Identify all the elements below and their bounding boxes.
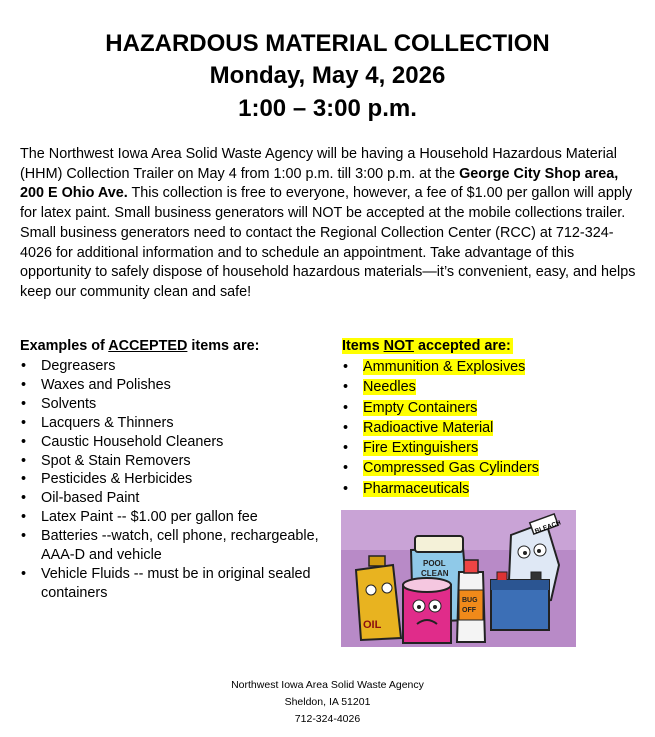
- battery-icon: [491, 572, 549, 630]
- accepted-heading: Examples of ACCEPTED items are:: [20, 338, 260, 354]
- svg-text:POOL: POOL: [423, 559, 446, 568]
- list-item: • Empty Containers: [342, 398, 642, 418]
- list-item: • Vehicle Fluids -- must be in original sealed containers: [20, 565, 320, 603]
- oil-can-icon: [356, 556, 401, 640]
- not-accepted-section: [342, 337, 642, 499]
- list-item: • Fire Extinguishers: [342, 438, 642, 458]
- list-item: • Spot & Stain Removers: [20, 452, 320, 471]
- event-date: Monday, May 4, 2026: [209, 62, 446, 89]
- not-accepted-heading: Items NOT accepted are:: [342, 338, 511, 354]
- svg-text:BLEACH: BLEACH: [534, 519, 562, 536]
- list-item: • Caustic Household Cleaners: [20, 433, 320, 452]
- list-item: • Ammunition & Explosives: [342, 357, 642, 377]
- accepted-section: [20, 337, 320, 603]
- footer-org: Northwest Iowa Area Solid Waste Agency: [231, 679, 424, 691]
- intro-paragraph: [20, 145, 640, 303]
- list-item: • Waxes and Polishes: [20, 376, 320, 395]
- footer: [0, 677, 655, 728]
- list-item: • Radioactive Material: [342, 418, 642, 438]
- bug-spray-icon: [457, 560, 485, 642]
- list-item: • Solvents: [20, 395, 320, 414]
- list-item: • Compressed Gas Cylinders: [342, 458, 642, 478]
- page-title: HAZARDOUS MATERIAL COLLECTION: [105, 30, 550, 57]
- list-item: • Latex Paint -- $1.00 per gallon fee: [20, 508, 320, 527]
- paint-can-icon: [403, 578, 451, 643]
- footer-phone: 712-324-4026: [294, 713, 361, 725]
- footer-address: Sheldon, IA 51201: [284, 696, 371, 708]
- intro-location: George City Shop area, 200 E Ohio Ave.: [20, 165, 619, 202]
- list-item: • Pesticides & Herbicides: [20, 470, 320, 489]
- accepted-list: [20, 357, 320, 603]
- list-item: • Oil-based Paint: [20, 489, 320, 508]
- svg-text:CLEAN: CLEAN: [421, 569, 449, 578]
- event-time: 1:00 – 3:00 p.m.: [238, 95, 417, 122]
- hazardous-products-cartoon: [341, 510, 576, 647]
- list-item: • Degreasers: [20, 357, 320, 376]
- accepted-keyword: ACCEPTED: [108, 338, 188, 354]
- list-item: • Pharmaceuticals: [342, 479, 642, 499]
- svg-text:BUG: BUG: [462, 597, 478, 604]
- not-accepted-list: [342, 357, 642, 499]
- svg-text:OFF: OFF: [462, 607, 476, 614]
- list-item: • Batteries --watch, cell phone, rechargeable, AAA-D and vehicle: [20, 527, 320, 565]
- intro-text-1: The Northwest Iowa Area Solid Waste Agency will be having a Household Hazardous Material (HHM) Collection Trailer on May 4 from 1:00 p.m. till 3:00 p.m. at the: [20, 146, 617, 182]
- list-item: • Needles: [342, 377, 642, 397]
- not-keyword: NOT: [383, 338, 414, 354]
- intro-text-2: This collection is free to everyone, however, a fee of $1.00 per gallon will apply for latex paint. Small business generators will NOT be accepted at the mobile collections trailer. Small business generators need to contact the Regional Collection Center (RCC) at 712-324-4026 for additional information and to schedule an appointment. Take advantage of this opportunity to safely dispose of household hazardous materials—it’s convenient, easy, and helps keep our community clean and safe!: [20, 185, 636, 300]
- svg-text:OIL: OIL: [363, 619, 382, 631]
- list-item: • Lacquers & Thinners: [20, 414, 320, 433]
